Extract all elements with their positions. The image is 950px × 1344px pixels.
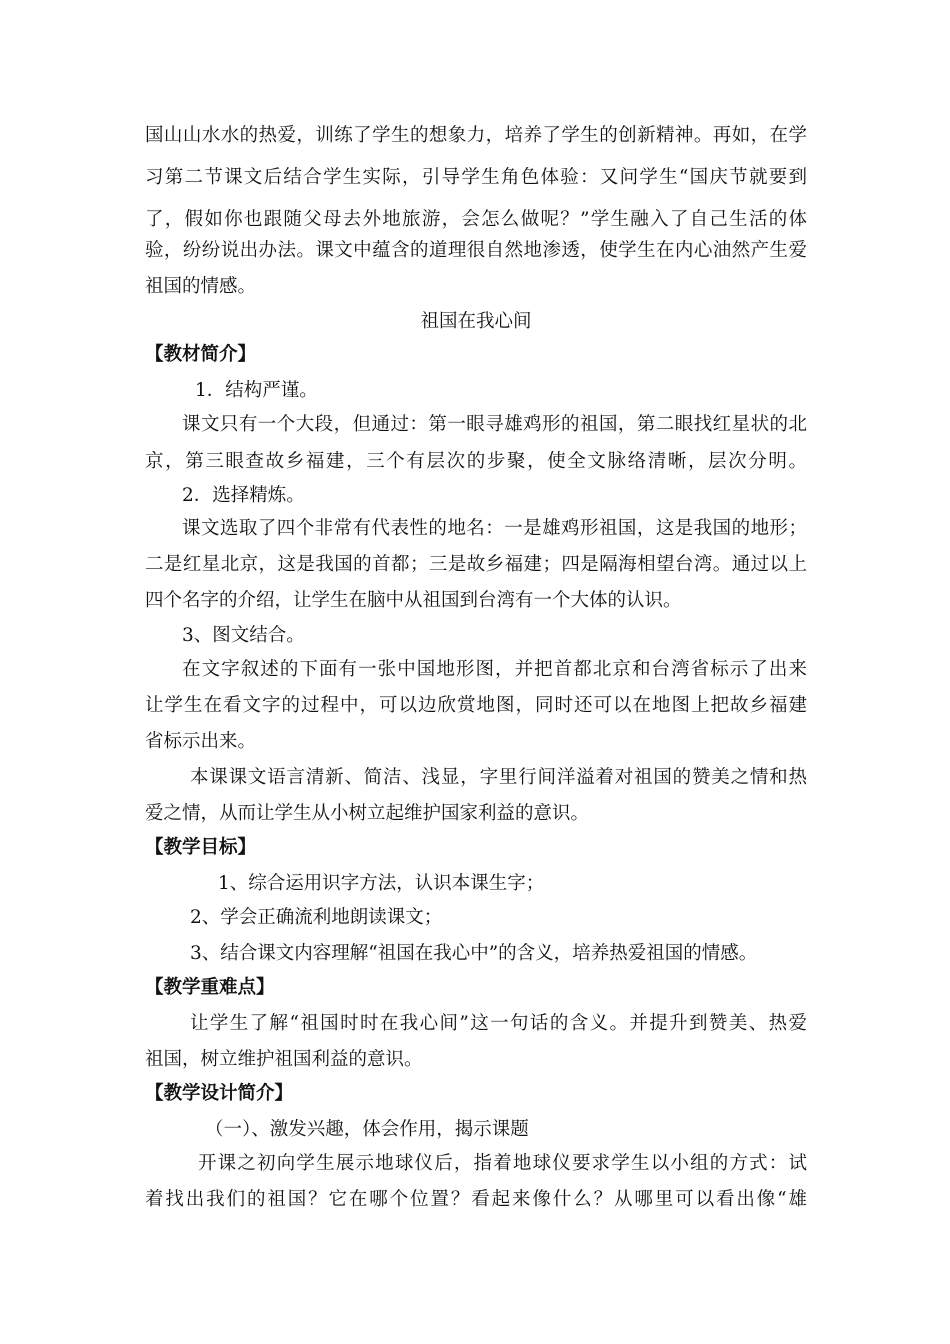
- step-title: （一）、激发兴趣，体会作用，揭示课题: [205, 1119, 529, 1140]
- body-line: 四个名字的介绍，让学生在脑中从祖国到台湾有一个大体的认识。: [145, 590, 682, 611]
- point-title: 2．选择精炼。: [182, 485, 305, 506]
- section-heading-goals: 【教学目标】: [145, 837, 257, 858]
- section-heading-textbook: 【教材简介】: [145, 344, 257, 365]
- body-line: 课文只有一个大段，但通过：第一眼寻雄鸡形的祖国，第二眼找红星状的北: [182, 414, 807, 435]
- goal-item: 3、结合课文内容理解“祖国在我心中”的含义，培养热爱祖国的情感。: [190, 943, 758, 964]
- body-line: 开课之初向学生展示地球仪后，指着地球仪要求学生以小组的方式：试: [198, 1153, 807, 1174]
- body-line: 祖国，树立维护祖国利益的意识。: [145, 1049, 423, 1070]
- section-heading-keypoints: 【教学重难点】: [145, 977, 275, 998]
- body-line: 课文选取了四个非常有代表性的地名：一是雄鸡形祖国，这是我国的地形；: [182, 518, 807, 539]
- intro-line: 验，纷纷说出办法。课文中蕴含的道理很自然地渗透，使学生在内心油然产生爱: [145, 240, 807, 261]
- intro-line: 祖国的情感。: [145, 276, 257, 297]
- goal-item: 1、综合运用识字方法，认识本课生字；: [218, 873, 545, 894]
- body-line: 让学生了解“祖国时时在我心间”这一句话的含义。并提升到赞美、热爱: [190, 1013, 807, 1034]
- lesson-title: 祖国在我心间: [420, 311, 532, 332]
- intro-line: 习第二节课文后结合学生实际，引导学生角色体验：又问学生“国庆节就要到: [145, 167, 807, 188]
- body-line: 着找出我们的祖国？它在哪个位置？看起来像什么？从哪里可以看出像“雄: [145, 1189, 807, 1210]
- body-line: 省标示出来。: [145, 731, 257, 752]
- body-line: 本课课文语言清新、简洁、浅显，字里行间洋溢着对祖国的赞美之情和热: [190, 767, 807, 788]
- point-title: 3、图文结合。: [182, 625, 305, 646]
- intro-line: 国山山水水的热爱，训练了学生的想象力，培养了学生的创新精神。再如，在学: [145, 125, 807, 146]
- body-line: 在文字叙述的下面有一张中国地形图，并把首都北京和台湾省标示了出来: [182, 659, 807, 680]
- intro-line: 了，假如你也跟随父母去外地旅游，会怎么做呢？”学生融入了自己生活的体: [145, 209, 807, 230]
- body-line: 京，第三眼查故乡福建，三个有层次的步聚，使全文脉络清晰，层次分明。: [145, 451, 807, 472]
- section-heading-design: 【教学设计简介】: [145, 1083, 294, 1104]
- body-line: 让学生在看文字的过程中，可以边欣赏地图，同时还可以在地图上把故乡福建: [145, 695, 807, 716]
- point-title: 1．结构严谨。: [195, 380, 318, 401]
- body-line: 二是红星北京，这是我国的首都；三是故乡福建；四是隔海相望台湾。通过以上: [145, 554, 807, 575]
- goal-item: 2、学会正确流利地朗读课文；: [190, 907, 443, 928]
- body-line: 爱之情，从而让学生从小树立起维护国家利益的意识。: [145, 803, 590, 824]
